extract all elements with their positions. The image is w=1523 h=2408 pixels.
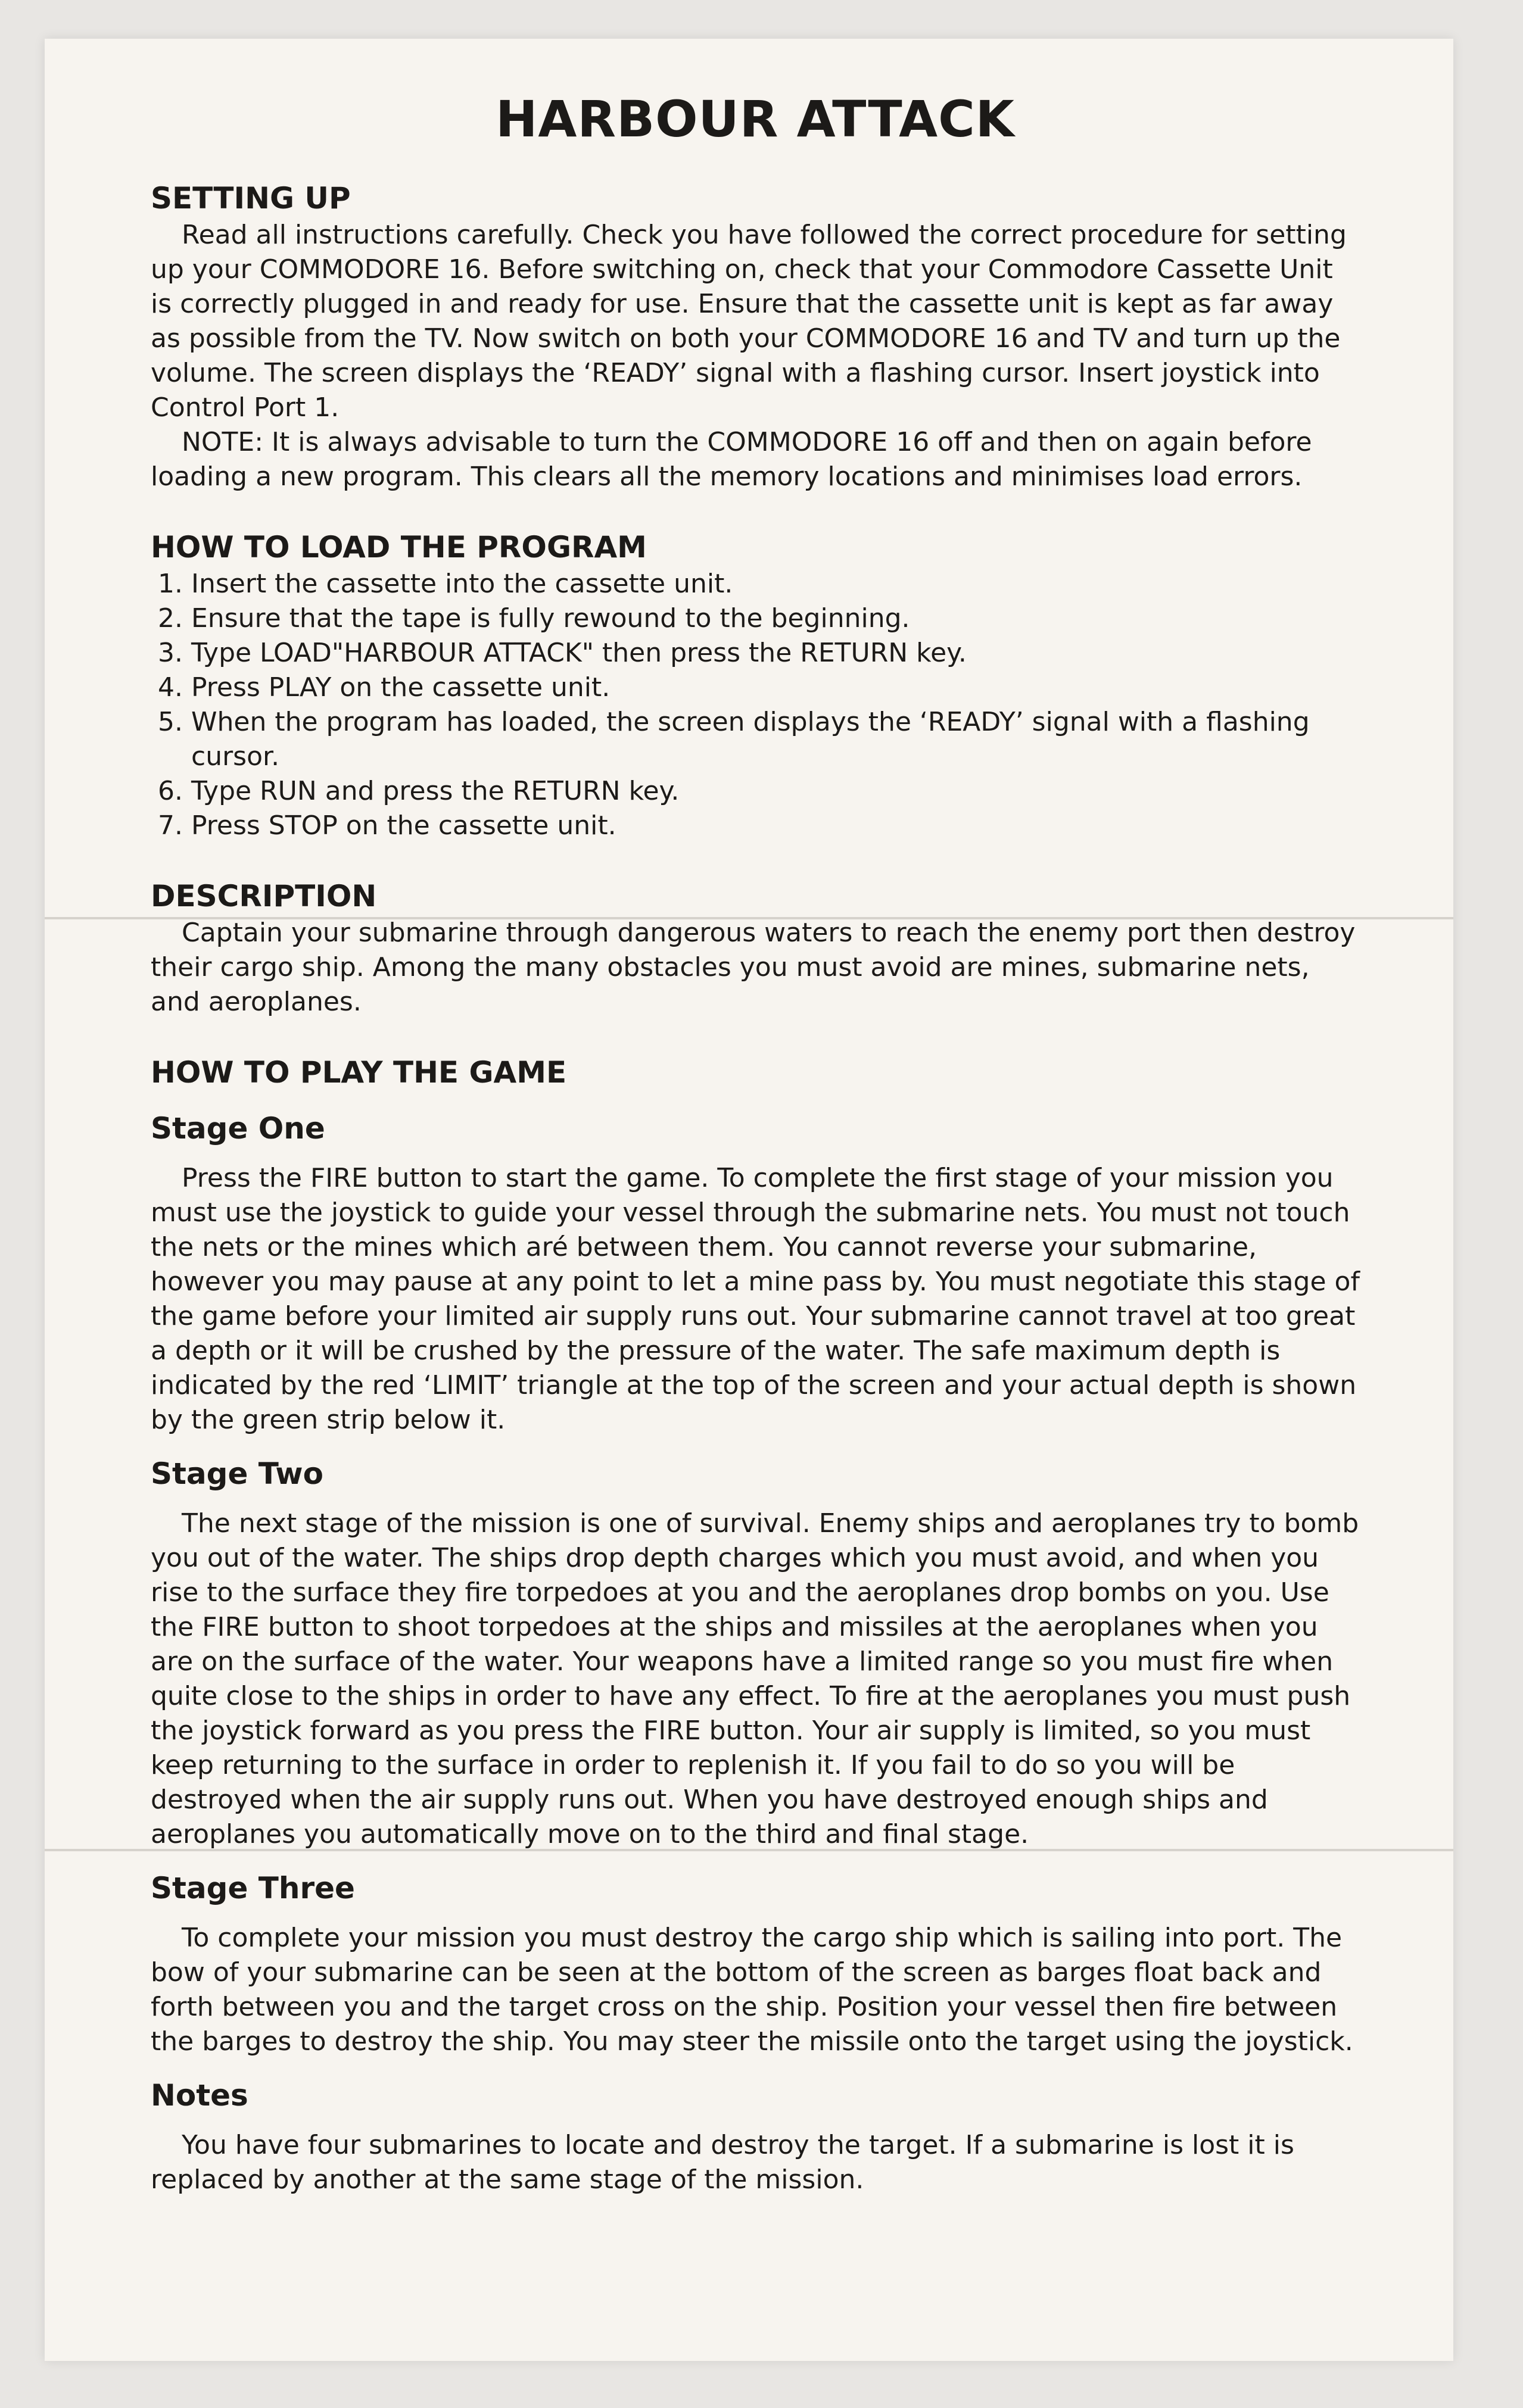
how-to-play-section [151,1053,1360,2197]
stage-three-heading: Stage Three [151,1871,355,1905]
instruction-sheet [45,39,1453,2361]
document-content [151,86,1360,2197]
setting-up-note: NOTE: It is always advisable to turn the COMMODORE 16 off and then on again before loading a new program. This clears all the memory locations and minimises load errors. [151,427,1312,492]
description-section [151,877,1360,1019]
load-step-3: 3. Type LOAD"HARBOUR ATTACK" then press the RETURN key. [191,636,1360,670]
load-step-1: 1. Insert the cassette into the cassette unit. [191,567,1360,601]
load-step-7: 7. Press STOP on the cassette unit. [191,809,1360,843]
setting-up-heading: SETTING UP [151,181,351,216]
notes-text: You have four submarines to locate and destroy the target. If a submarine is lost it is replaced by another at the same stage of the mission. [151,2130,1294,2195]
document-title: HARBOUR ATTACK [496,90,1015,148]
load-heading: HOW TO LOAD THE PROGRAM [151,530,647,564]
stage-three-text: To complete your mission you must destroy the cargo ship which is sailing into port. The bow of your submarine can be seen at the bottom of the screen as barges float back and forth between you and the target cross on the ship. Position your vessel then fire between the barges to destroy the ship. You may steer the missile onto the target using the joystick. [151,1923,1353,2057]
load-step-5: 5. When the program has loaded, the screen displays the ‘READY’ signal with a flashing cursor. [191,705,1360,774]
load-step-6: 6. Type RUN and press the RETURN key. [191,774,1360,809]
description-heading: DESCRIPTION [151,879,377,913]
load-step-2: 2. Ensure that the tape is fully rewound to the beginning. [191,601,1360,636]
load-step-4: 4. Press PLAY on the cassette unit. [191,670,1360,705]
how-to-play-heading: HOW TO PLAY THE GAME [151,1055,567,1090]
load-steps-list [151,567,1360,843]
stage-one-heading: Stage One [151,1111,325,1146]
stage-two-heading: Stage Two [151,1456,323,1491]
setting-up-paragraph-1: Read all instructions carefully. Check you have followed the correct procedure for setting up your COMMODORE 16. Before switching on, check that your Commodore Cassette Unit is correctly plugged in and ready for use. Ensure that the cassette unit is kept as far away as possible from the TV. Now switch on both your COMMODORE 16 and TV and turn up the volume. The screen displays the ‘READY’ signal with a flashing cursor. Insert joystick into Control Port 1. [151,220,1347,423]
stage-two-text: The next stage of the mission is one of survival. Enemy ships and aeroplanes try to bomb you out of the water. The ships drop depth charges which you must avoid, and when you rise to the surface they fire torpedoes at you and the aeroplanes drop bombs on you. Use the FIRE button to shoot torpedoes at the ships and missiles at the aeroplanes when you are on the surface of the water. Your weapons have a limited range so you must fire when quite close to the ships in order to have any effect. To fire at the aeroplanes you must push the joystick forward as you press the FIRE button. Your air supply is limited, so you must keep returning to the surface in order to replenish it. If you fail to do so you will be destroyed when the air supply runs out. When you have destroyed enough ships and aeroplanes you automatically move on to the third and final stage. [151,1508,1359,1849]
load-section [151,528,1360,843]
description-text: Captain your submarine through dangerous waters to reach the enemy port then destroy their cargo ship. Among the many obstacles you must avoid are mines, submarine nets, and aeroplanes. [151,918,1356,1017]
setting-up-section [151,179,1360,494]
notes-heading: Notes [151,2078,248,2113]
stage-one-text: Press the FIRE button to start the game. To complete the first stage of your mission you must use the joystick to guide your vessel through the submarine nets. You must not touch the nets or the mines which aré between them. You cannot reverse your submarine, however you may pause at any point to let a mine pass by. You must negotiate this stage of the game before your limited air supply runs out. Your submarine cannot travel at too great a depth or it will be crushed by the pressure of the water. The safe maximum depth is indicated by the red ‘LIMIT’ triangle at the top of the screen and your actual depth is shown by the green strip below it. [151,1163,1360,1435]
